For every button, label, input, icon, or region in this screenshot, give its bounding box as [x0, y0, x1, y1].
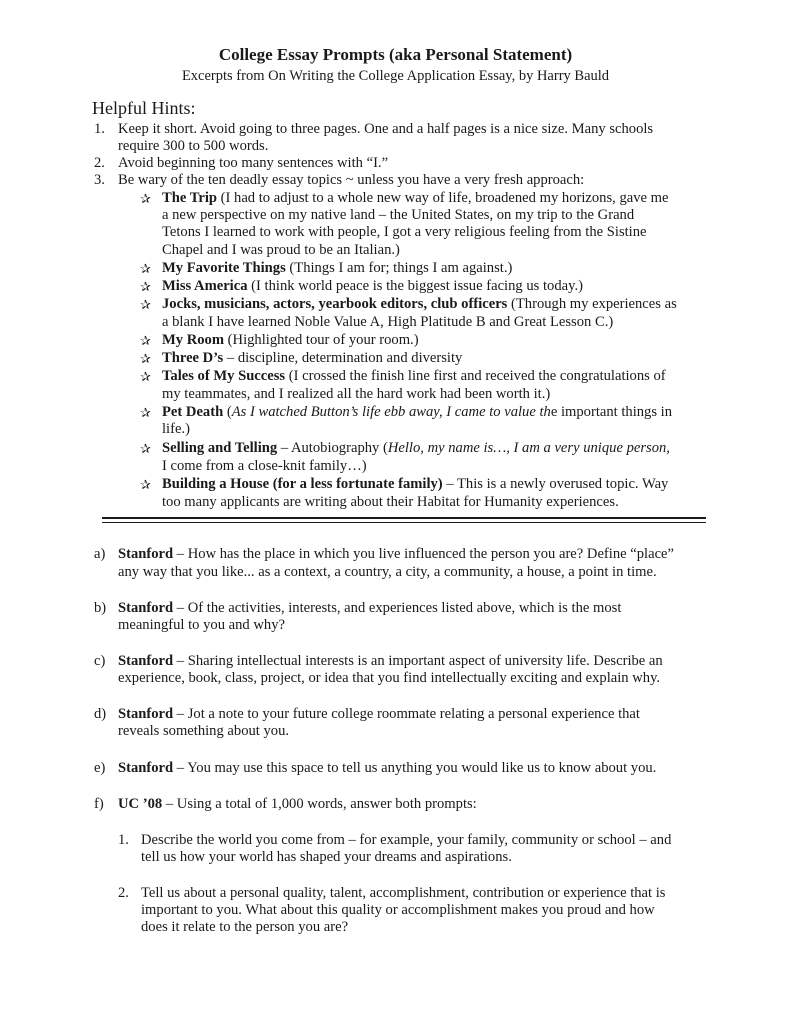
topic-line: Miss America (I think world peace is the biggest issue facing us today.)	[162, 278, 583, 294]
hint-text: Keep it short. Avoid going to three pages. One and a half pages is a nice size. Many schools	[118, 121, 654, 137]
uc-prompt-line: Tell us about a personal quality, talent, accomplishment, contribution or experience that is	[141, 885, 666, 901]
hint-number: 3.	[94, 172, 105, 188]
prompt-school: UC ’08	[118, 796, 163, 812]
prompt-letter: c)	[94, 653, 106, 669]
star-bullet-icon: ✰	[140, 441, 151, 456]
topic-line: Chapel and I was proud to be an Italian.)	[162, 242, 400, 258]
topic-line: Tetons I learned to work with people, I got a very religious feeling from the Sistine	[162, 224, 647, 240]
uc-prompt-line: important to you. What about this quality or accomplishment makes you proud and how	[141, 902, 655, 918]
star-bullet-icon: ✰	[140, 369, 151, 384]
topic-line: My Favorite Things (Things I am for; things I am against.)	[162, 260, 513, 276]
prompt-line: Stanford – How has the place in which you live influenced the person you are? Define “place”	[118, 546, 674, 562]
prompt-line: experience, book, class, project, or idea that you find intellectually exciting and explain why.	[118, 670, 661, 686]
topic-line: a blank I have learned Noble Value A, High Platitude B and Great Lesson C.)	[162, 314, 614, 330]
topic-title: Selling and Telling	[162, 440, 278, 456]
topic-line: Jocks, musicians, actors, yearbook editors, club officers (Through my experiences as	[162, 296, 677, 312]
star-bullet-icon: ✰	[140, 405, 151, 420]
prompt-line: Stanford – Sharing intellectual interests is an important aspect of university life. Describe an	[118, 653, 663, 669]
section-divider	[102, 517, 706, 519]
prompt-letter: f)	[94, 796, 104, 812]
prompt-line: UC ’08 – Using a total of 1,000 words, answer both prompts:	[118, 796, 477, 812]
topic-title: Three D’s	[162, 350, 224, 366]
star-bullet-icon: ✰	[140, 297, 151, 312]
star-bullet-icon: ✰	[140, 333, 151, 348]
topic-title: Pet Death	[162, 404, 224, 420]
prompt-line: Stanford – Of the activities, interests, and experiences listed above, which is the most	[118, 600, 622, 616]
topic-line: Pet Death (As I watched Button’s life ebb away, I came to value the important things in	[162, 404, 673, 420]
prompt-school: Stanford	[118, 706, 174, 722]
uc-prompt-number: 1.	[118, 832, 129, 848]
hints-heading: Helpful Hints:	[92, 98, 196, 118]
page-title: College Essay Prompts (aka Personal Statement)	[218, 45, 573, 64]
prompt-letter: a)	[94, 546, 106, 562]
star-bullet-icon: ✰	[140, 351, 151, 366]
prompt-line: Stanford – Jot a note to your future college roommate relating a personal experience that	[118, 706, 640, 722]
prompt-school: Stanford	[118, 760, 174, 776]
topic-line: Three D’s – discipline, determination and diversity	[162, 350, 463, 366]
star-bullet-icon: ✰	[140, 191, 151, 206]
topic-title: My Room	[162, 332, 225, 348]
topic-title: Tales of My Success	[162, 368, 286, 384]
topic-title: Miss America	[162, 278, 248, 294]
hint-text: require 300 to 500 words.	[118, 138, 269, 154]
prompt-letter: e)	[94, 760, 106, 776]
hint-number: 1.	[94, 121, 105, 137]
uc-prompt-line: does it relate to the person you are?	[141, 919, 349, 935]
page-subtitle: Excerpts from On Writing the College Application Essay, by Harry Bauld	[181, 68, 610, 84]
star-bullet-icon: ✰	[140, 279, 151, 294]
topic-line: my teammates, and I realized all the hard work had been worth it.)	[162, 386, 551, 402]
section-divider	[102, 522, 706, 523]
topic-title: Jocks, musicians, actors, yearbook editors, club officers	[162, 296, 508, 312]
prompt-school: Stanford	[118, 546, 174, 562]
uc-prompt-number: 2.	[118, 885, 129, 901]
prompt-letter: b)	[94, 600, 107, 616]
hint-text: Be wary of the ten deadly essay topics ~ unless you have a very fresh approach:	[118, 172, 585, 188]
topic-line: The Trip (I had to adjust to a whole new way of life, broadened my horizons, gave me	[162, 190, 669, 206]
prompt-line: meaningful to you and why?	[118, 617, 285, 633]
topic-line: I come from a close-knit family…)	[162, 458, 367, 474]
topic-line: Tales of My Success (I crossed the finish line first and received the congratulations of	[162, 368, 666, 384]
prompt-line: reveals something about you.	[118, 723, 290, 739]
topic-title: My Favorite Things	[162, 260, 286, 276]
topic-line: life.)	[162, 421, 190, 437]
star-bullet-icon: ✰	[140, 477, 151, 492]
star-bullet-icon: ✰	[140, 261, 151, 276]
prompt-school: Stanford	[118, 600, 174, 616]
topic-title: The Trip	[162, 190, 218, 206]
prompt-line: Stanford – You may use this space to tell us anything you would like us to know about you.	[118, 760, 657, 776]
topic-line: too many applicants are writing about their Habitat for Humanity experiences.	[162, 494, 619, 510]
topic-title: Building a House (for a less fortunate family)	[162, 476, 443, 492]
prompt-school: Stanford	[118, 653, 174, 669]
topic-line: Selling and Telling – Autobiography (Hello, my name is…, I am a very unique person,	[162, 440, 670, 456]
hint-number: 2.	[94, 155, 105, 171]
prompt-line: any way that you like... as a context, a country, a city, a community, a house, a point in time.	[118, 564, 657, 580]
uc-prompt-line: Describe the world you come from – for example, your family, community or school – and	[141, 832, 672, 848]
prompt-letter: d)	[94, 706, 107, 722]
uc-prompt-line: tell us how your world has shaped your dreams and aspirations.	[141, 849, 512, 865]
topic-line: My Room (Highlighted tour of your room.)	[162, 332, 419, 348]
topic-line: Building a House (for a less fortunate family) – This is a newly overused topic. Way	[162, 476, 669, 492]
topic-line: a new perspective on my native land – the United States, on my trip to the Grand	[162, 207, 635, 223]
hint-text: Avoid beginning too many sentences with “I.”	[118, 155, 389, 171]
